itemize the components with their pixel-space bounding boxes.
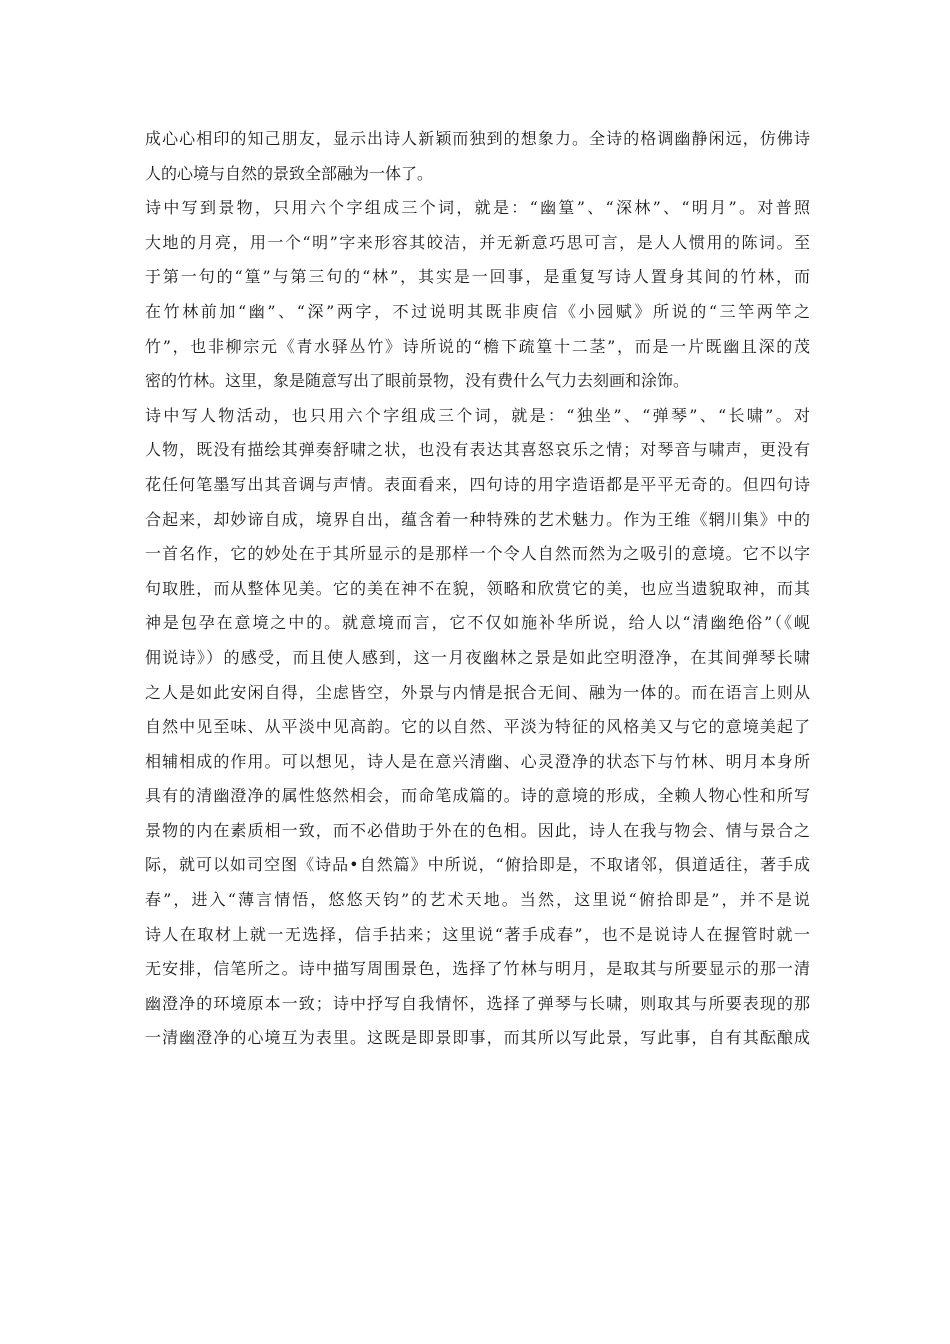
text-line: 竹”，也非柳宗元《青水驿丛竹》诗所说的“檐下疏篁十二茎”，而是一片既幽且深的茂 <box>145 336 810 356</box>
text-line: 诗中写到景物，只用六个字组成三个词，就是：“幽篁”、“深林”、“明月”。对普照 <box>145 198 810 218</box>
text-line: 之人是如此安闲自得，尘虑皆空，外景与内情是抿合无间、融为一体的。而在语言上则从 <box>145 682 810 702</box>
text-line: 幽澄净的环境原本一致；诗中抒写自我情怀，选择了弹琴与长啸，则取其与所要表现的那 <box>145 993 810 1013</box>
text-line: 佣说诗》）的感受，而且使人感到，这一月夜幽林之景是如此空明澄净，在其间弹琴长啸 <box>145 647 810 667</box>
text-line: 春”，进入“薄言情悟，悠悠天钧”的艺术天地。当然，这里说“俯拾即是”，并不是说 <box>145 890 810 910</box>
text-line: 神是包孕在意境之中的。就意境而言，它不仅如施补华所说，给人以“清幽绝俗”（《岘 <box>145 613 810 633</box>
text-line: 花任何笔墨写出其音调与声情。表面看来，四句诗的用字造语都是平平无奇的。但四句诗 <box>145 474 810 494</box>
text-line: 诗人在取材上就一无选择，信手拈来；这里说“著手成春”，也不是说诗人在握管时就一 <box>145 924 810 944</box>
text-line: 人物，既没有描绘其弹奏舒啸之状，也没有表达其喜怒哀乐之情；对琴音与啸声，更没有 <box>145 440 810 460</box>
text-line: 句取胜，而从整体见美。它的美在神不在貌，领略和欣赏它的美，也应当遗貌取神，而其 <box>145 578 810 598</box>
text-line: 际，就可以如司空图《诗品•自然篇》中所说，“俯拾即是，不取诸邻，俱道适往，著手成 <box>145 855 810 875</box>
text-line: 具有的清幽澄净的属性悠然相会，而命笔成篇的。诗的意境的形成，全赖人物心性和所写 <box>145 786 810 806</box>
text-line: 自然中见至味、从平淡中见高韵。它的以自然、平淡为特征的风格美又与它的意境美起了 <box>145 717 810 737</box>
text-line: 密的竹林。这里，象是随意写出了眼前景物，没有费什么气力去刻画和涂饰。 <box>145 371 690 391</box>
text-line: 在竹林前加“幽”、“深”两字，不过说明其既非庾信《小园赋》所说的“三竿两竿之 <box>145 301 810 321</box>
text-line: 于第一句的“篁”与第三句的“林”，其实是一回事，是重复写诗人置身其间的竹林，而 <box>145 267 810 287</box>
text-line: 无安排，信笔所之。诗中描写周围景色，选择了竹林与明月，是取其与所要显示的那一清 <box>145 959 810 979</box>
text-line: 成心心相印的知己朋友，显示出诗人新颖而独到的想象力。全诗的格调幽静闲远，仿佛诗 <box>145 129 810 148</box>
text-line: 大地的月亮，用一个“明”字来形容其皎洁，并无新意巧思可言，是人人惯用的陈词。至 <box>145 232 810 252</box>
text-line: 一清幽澄净的心境互为表里。这既是即景即事，而其所以写此景，写此事，自有其酝酿成 <box>145 1028 810 1048</box>
text-line: 人的心境与自然的景致全部融为一体了。 <box>145 163 434 183</box>
body-text <box>145 122 810 1056</box>
text-line: 一首名作，它的妙处在于其所显示的是那样一个令人自然而然为之吸引的意境。它不以字 <box>145 544 810 564</box>
text-line: 景物的内在素质相一致，而不必借助于外在的色相。因此，诗人在我与物会、情与景合之 <box>145 820 810 840</box>
text-line: 诗中写人物活动，也只用六个字组成三个词，就是：“独坐”、“弹琴”、“长啸”。对 <box>145 405 810 425</box>
text-line: 合起来，却妙谛自成，境界自出，蕴含着一种特殊的艺术魅力。作为王维《辋川集》中的 <box>145 509 810 529</box>
text-line: 相辅相成的作用。可以想见，诗人是在意兴清幽、心灵澄净的状态下与竹林、明月本身所 <box>145 751 810 771</box>
